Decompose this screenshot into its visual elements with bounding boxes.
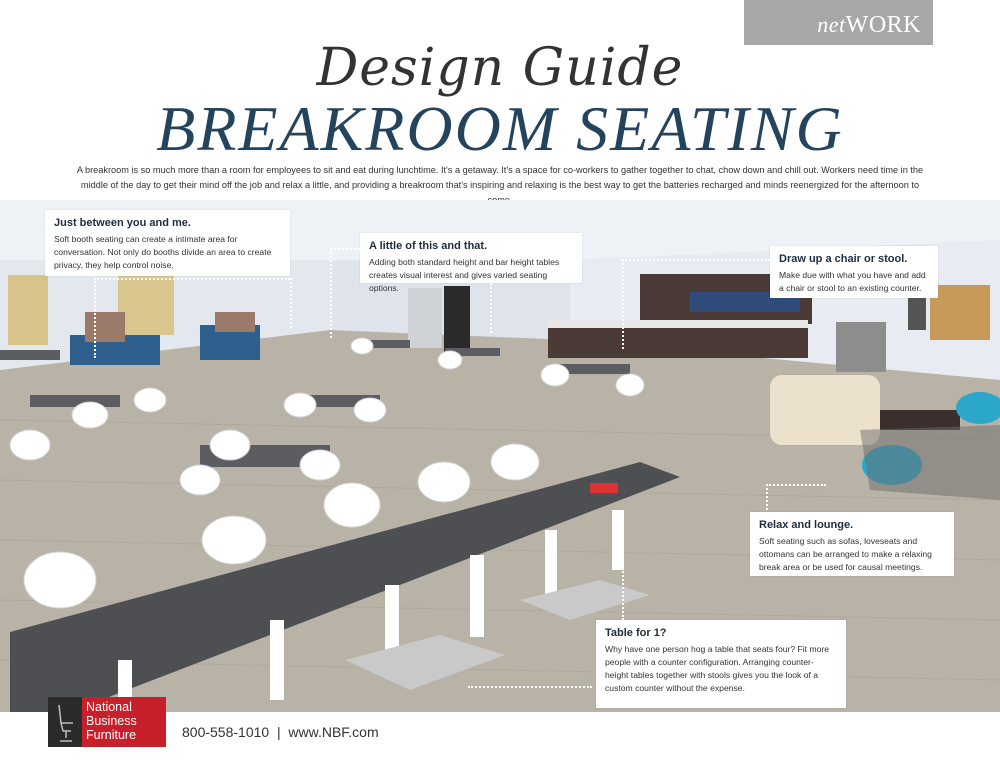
- callout-leader-booth-v: [290, 278, 292, 328]
- callout-title: Relax and lounge.: [759, 519, 854, 531]
- callout-booth-seating: [45, 210, 290, 276]
- callout-table-for-one: [596, 620, 846, 708]
- intro-paragraph: A breakroom is so much more than a room for employees to sit and eat during lunchtime. It's a getaway. It's a space for co-workers to gather together to chat, chow down and chill out. Workers need time in the middle of the day to get their mind off the job and relax a little, and providing a breakroom that's inspiring and relaxing is the best way to get the batteries recharged and minds reenergized for the afternoon to: [76, 165, 924, 190]
- callout-leader-mix-h: [330, 248, 360, 250]
- callout-leader-booth-h: [94, 278, 290, 280]
- callout-leader-lounge-h: [766, 484, 826, 486]
- logo-wordmark: [86, 700, 137, 742]
- callout-title: Just between you and me.: [54, 217, 191, 229]
- logo-line-2: Business: [86, 714, 137, 728]
- brand-prefix: net: [817, 12, 846, 37]
- callout-title: Draw up a chair or stool.: [779, 253, 908, 265]
- callout-chair-or-stool: [770, 246, 938, 298]
- callout-relax-lounge: [750, 512, 954, 576]
- callout-body: Why have one person hog a table that seats four? Fit more people with a counter configuration. Arranging counter-height tables together with stools gives you the look of a custom counter without the expense.: [605, 644, 830, 693]
- callout-body: Soft seating such as sofas, loveseats and ottomans can be arranged to make a relaxing break area or be used for causal meetings.: [759, 536, 932, 572]
- callout-body: Soft booth seating can create a intimate area for conversation. Not only do booths divide an area to create privacy, they help control noise.: [54, 234, 272, 270]
- callout-leader-lounge-v: [766, 484, 768, 514]
- callout-body: Adding both standard height and bar height tables creates visual interest and gives varied seating options.: [369, 257, 560, 293]
- callout-mixed-heights: [360, 233, 582, 293]
- callout-leader-booth: [94, 278, 96, 358]
- chair-glyph: [48, 697, 82, 747]
- callout-body: Make due with what you have and add a chair or stool to an existing counter.: [779, 270, 926, 293]
- callout-leader-stool-v: [622, 259, 624, 349]
- callout-title: A little of this and that.: [369, 240, 488, 252]
- main-title: BREAKROOM SEATING: [156, 93, 844, 164]
- callout-title: Table for 1?: [605, 627, 667, 639]
- brand-suffix: WORK: [845, 12, 921, 38]
- logo-line-3: Furniture: [86, 728, 137, 742]
- logo-line-1: National: [86, 700, 132, 714]
- contact-line: 800-558-1010 | www.NBF.com: [182, 724, 379, 740]
- script-title: Design Guide: [316, 38, 684, 98]
- callout-leader-mix-v: [330, 248, 332, 338]
- office-chair-icon: [48, 697, 82, 747]
- callout-leader-table-v: [622, 548, 624, 620]
- callout-leader-stool-h: [622, 259, 770, 261]
- nbf-logo: [48, 697, 166, 747]
- callout-leader-table-h: [468, 686, 592, 688]
